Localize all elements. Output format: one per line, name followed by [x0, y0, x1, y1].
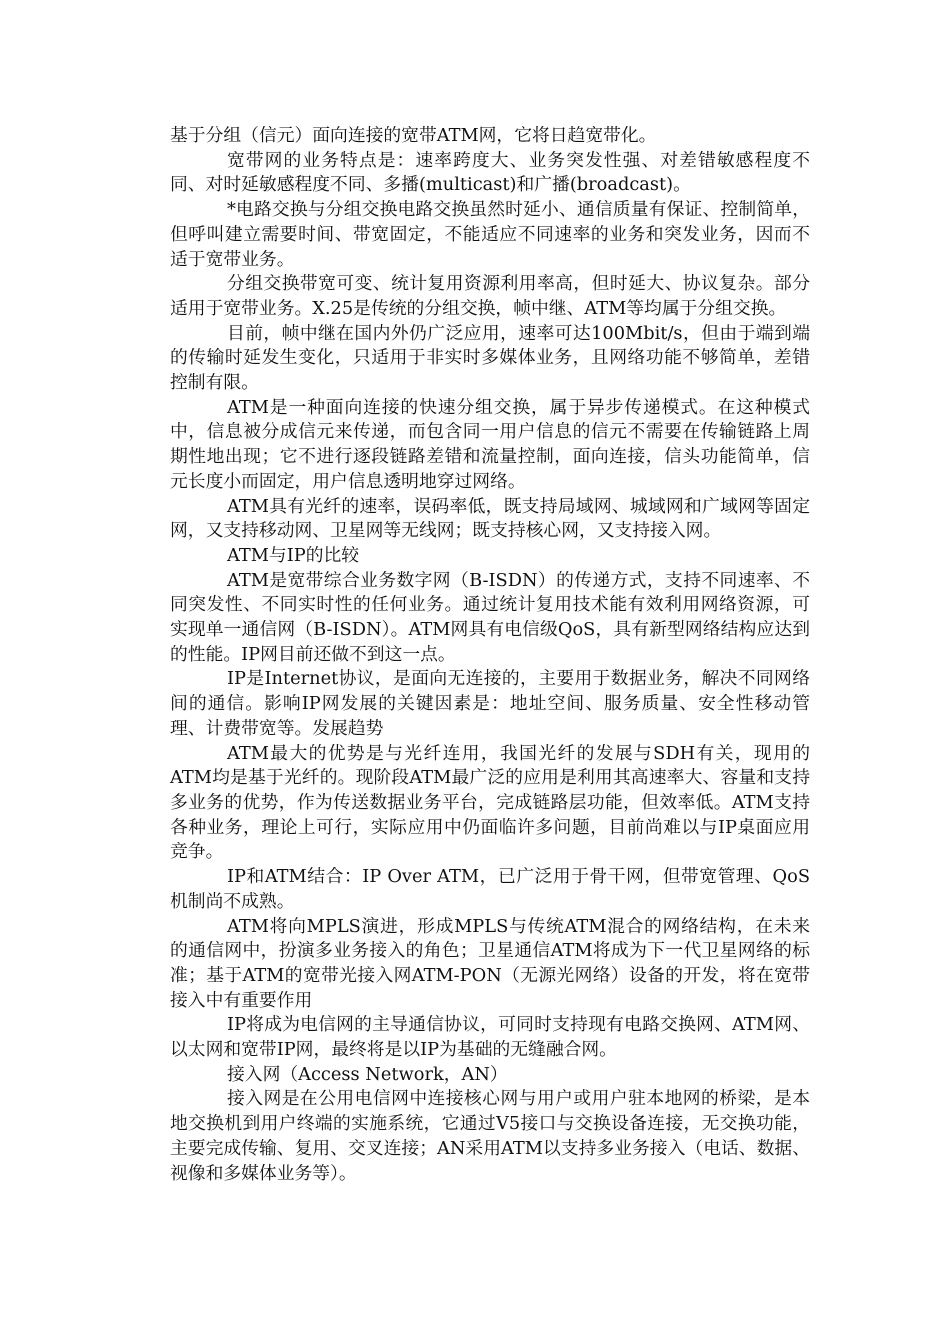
paragraph-13: ATM将向MPLS演进，形成MPLS与传统ATM混合的网络结构，在未来的通信网中，扮演多业务接入的角色；卫星通信ATM将成为下一代卫星网络的标准；基于ATM的宽带光接入网ATM-PON（无源光网络）设备的开发，将在宽带接入中有重要作用: [170, 915, 810, 1011]
paragraph-4: 分组交换带宽可变、统计复用资源利用率高，但时延大、协议复杂。部分适用于宽带业务。X.25是传统的分组交换，帧中继、ATM等均属于分组交换。: [170, 273, 810, 319]
paragraph-5: 目前，帧中继在国内外仍广泛应用，速率可达100Mbit/s，但由于端到端的传输时延发生变化，只适用于非实时多媒体业务，且网络功能不够简单，差错控制有限。: [170, 322, 810, 394]
paragraph-7: ATM具有光纤的速率，误码率低，既支持局域网、城域网和广域网等固定网，又支持移动网、卫星网等无线网；既支持核心网，又支持接入网。: [170, 495, 810, 542]
paragraph-10: IP是Internet协议，是面向无连接的，主要用于数据业务，解决不同网络间的通信。影响IP网发展的关键因素是：地址空间、服务质量、安全性移动管理、计费带宽等。发展趋势: [170, 668, 810, 739]
paragraph-6: ATM是一种面向连接的快速分组交换，属于异步传递模式。在这种模式中，信息被分成信元来传递，而包含同一用户信息的信元不需要在传输链路上周期性地出现；它不进行逐段链路差错和流量控制，面向连接，信头功能简单，信元长度小而固定，用户信息透明地穿过网络。: [170, 396, 810, 492]
section-heading-access-network: 接入网（Access Network，AN）: [227, 1063, 508, 1085]
paragraph-11: ATM最大的优势是与光纤连用，我国光纤的发展与SDH有关，现用的ATM均是基于光纤的。现阶段ATM最广泛的应用是利用其高速率大、容量和支持多业务的优势，作为传送数据业务平台，完成链路层功能，但效率低。ATM支持各种业务，理论上可行，实际应用中仍面临许多问题，目前尚难以与IP桌面应用竞争。: [170, 742, 810, 863]
paragraph-9: ATM是宽带综合业务数字网（B-ISDN）的传递方式，支持不同速率、不同突发性、不同实时性的任何业务。通过统计复用技术能有效利用网络资源，可实现单一通信网（B-ISDN）。ATM网具有电信级QoS，具有新型网络结构应达到的性能。IP网目前还做不到这一点。: [170, 569, 810, 665]
paragraph-2: 宽带网的业务特点是：速率跨度大、业务突发性强、对差错敏感程度不同、对时延敏感程度不同、多播(multicast)和广播(broadcast)。: [170, 149, 810, 196]
paragraph-14: IP将成为电信网的主导通信协议，可同时支持现有电路交换网、ATM网、以太网和宽带IP网，最终将是以IP为基础的无缝融合网。: [170, 1014, 810, 1061]
section-heading-atm-vs-ip: ATM与IP的比较: [227, 544, 360, 566]
paragraph-12: IP和ATM结合：IP Over ATM，已广泛用于骨干网，但带宽管理、QoS机制尚不成熟。: [170, 866, 810, 912]
paragraph-1: 基于分组（信元）面向连接的宽带ATM网，它将日趋宽带化。: [170, 125, 657, 146]
document-body: [170, 124, 810, 1186]
paragraph-16: 接入网是在公用电信网中连接核心网与用户或用户驻本地网的桥梁，是本地交换机到用户终端的实施系统，它通过V5接口与交换设备连接，无交换功能，主要完成传输、复用、交叉连接；AN采用ATM以支持多业务接入（电话、数据、视像和多媒体业务等）。: [170, 1088, 810, 1184]
paragraph-3: *电路交换与分组交换电路交换虽然时延小、通信质量有保证、控制简单，但呼叫建立需要时间、带宽固定，不能适应不同速率的业务和突发业务，因而不适于宽带业务。: [170, 199, 810, 270]
